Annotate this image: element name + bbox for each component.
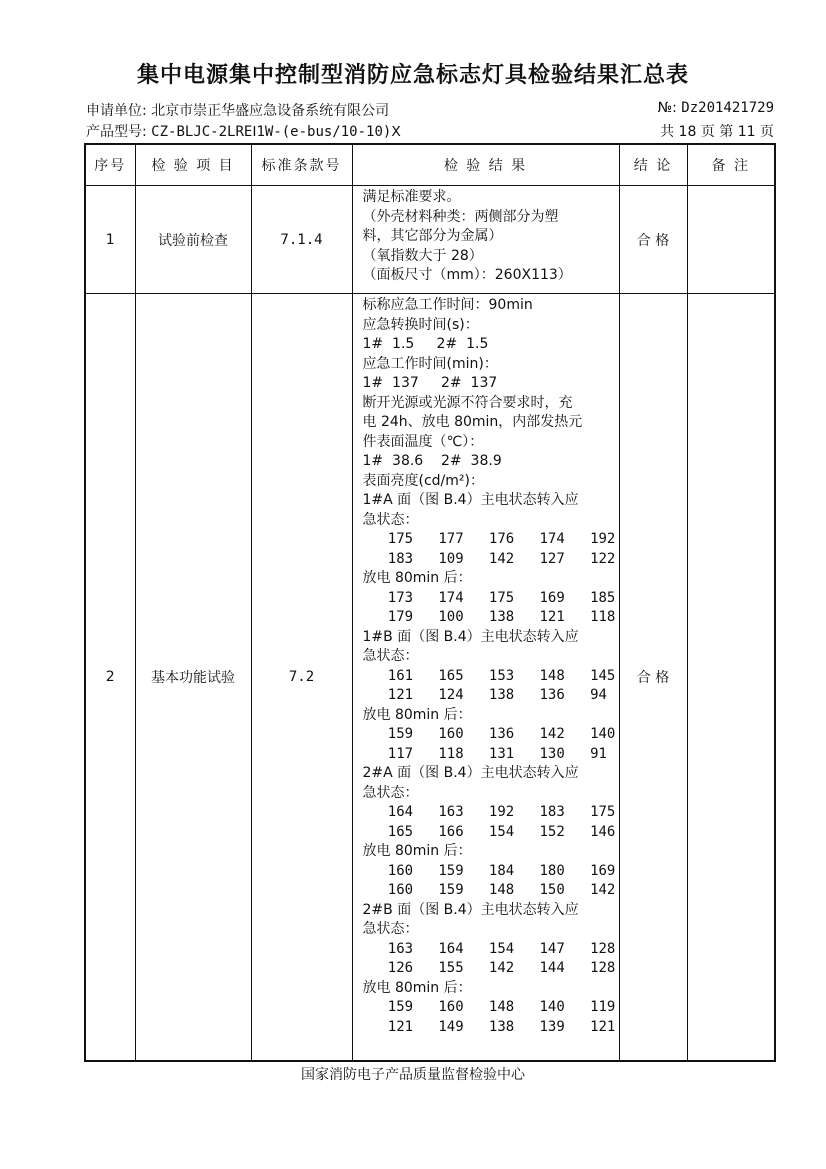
result-line: 放电 80min 后： <box>362 570 472 586</box>
result-line: 1# 38.6 2# 38.9 <box>362 453 502 469</box>
result-line: 急状态： <box>362 921 419 937</box>
table-header-row <box>85 144 775 186</box>
result-line: 1# 137 2# 137 <box>362 375 498 391</box>
cell-clause: 7.1.4 <box>251 186 352 294</box>
cell-no: 2 <box>85 294 135 1061</box>
applicant-label: 申请单位: <box>86 103 147 119</box>
cell-remark <box>687 294 775 1061</box>
footer-organization: 国家消防电子产品质量监督检验中心 <box>301 1067 525 1083</box>
result-line: 1#B 面（图 B.4）主电状态转入应 <box>362 628 579 645</box>
result-line: 电 24h、放电 80min，内部发热元 <box>362 414 583 430</box>
table-row <box>85 186 775 294</box>
result-line: 160 159 184 180 169 <box>362 862 616 879</box>
result-line: 断开光源或光源不符合要求时，充 <box>362 394 573 411</box>
results-table <box>84 143 776 1062</box>
cell-conclusion: 合 格 <box>619 294 687 1061</box>
result-line: 159 160 136 142 140 <box>362 726 616 742</box>
result-line: 2#B 面（图 B.4）主电状态转入应 <box>362 901 579 918</box>
result-line: （外壳材料种类：两侧部分为塑 <box>362 208 559 225</box>
header-result: 检 验 结 果 <box>352 144 619 186</box>
result-line: 173 174 175 169 185 <box>362 589 616 606</box>
header-item: 检 验 项 目 <box>135 144 251 186</box>
page-count: 共 18 页 第 11 页 <box>660 124 774 140</box>
cell-clause: 7.2 <box>251 294 352 1061</box>
model-value: CZ-BLJC-2LREⅠ1W-(e-bus/10-10)Ⅹ <box>151 124 401 140</box>
cell-conclusion: 合 格 <box>619 186 687 294</box>
result-line: 标称应急工作时间：90min <box>362 297 533 313</box>
result-lines <box>363 296 619 1037</box>
result-line: （面板尺寸（mm）：260X113） <box>362 267 572 283</box>
cell-no: 1 <box>85 186 135 294</box>
model-label: 产品型号: <box>86 124 147 140</box>
result-line: 应急工作时间(min)： <box>362 355 498 372</box>
result-line: 165 166 154 152 146 <box>362 823 616 840</box>
report-number-line <box>658 100 774 116</box>
result-line: 126 155 142 144 128 <box>362 960 616 976</box>
result-line: 件表面温度（℃）： <box>362 433 484 450</box>
cell-item: 基本功能试验 <box>135 294 251 1061</box>
cell-remark <box>687 186 775 294</box>
result-line: 满足标准要求。 <box>362 189 461 205</box>
model-line <box>86 121 401 141</box>
result-line: 急状态： <box>362 511 419 528</box>
cell-result <box>352 294 619 1061</box>
result-line: 急状态： <box>362 784 419 801</box>
result-line: 表面亮度(cd/m²)： <box>362 472 484 489</box>
result-line: 160 159 148 150 142 <box>362 882 616 898</box>
result-line: 164 163 192 183 175 <box>362 804 616 820</box>
result-line: 2#A 面（图 B.4）主电状态转入应 <box>362 765 579 781</box>
report-no-value: Dz201421729 <box>681 100 774 116</box>
result-line: 121 149 138 139 121 <box>362 1018 616 1035</box>
result-line: 121 124 138 136 94 <box>362 687 607 703</box>
document-title: 集中电源集中控制型消防应急标志灯具检验结果汇总表 <box>136 63 689 88</box>
header-clause: 标准条款号 <box>251 144 352 186</box>
header-conclusion: 结 论 <box>619 144 687 186</box>
header-no: 序号 <box>85 144 135 186</box>
result-line: 急状态： <box>362 648 419 664</box>
result-line: 应急转换时间(s)： <box>362 316 479 333</box>
result-line: 179 100 138 121 118 <box>362 609 616 625</box>
result-line: （氧指数大于 28） <box>362 247 483 264</box>
result-line: 117 118 131 130 91 <box>362 745 607 762</box>
result-line: 放电 80min 后： <box>362 979 472 996</box>
result-line: 放电 80min 后： <box>362 843 472 859</box>
result-line: 1#A 面（图 B.4）主电状态转入应 <box>362 492 579 508</box>
result-line: 1# 1.5 2# 1.5 <box>362 336 489 352</box>
result-line: 料，其它部分为金属） <box>362 228 503 244</box>
result-line: 183 109 142 127 122 <box>362 550 616 567</box>
result-line: 163 164 154 147 128 <box>362 940 616 957</box>
result-line: 161 165 153 148 145 <box>362 667 616 684</box>
cell-item: 试验前检查 <box>135 186 251 294</box>
report-no-label: №: <box>657 100 677 116</box>
table-row <box>85 294 775 1061</box>
applicant-value: 北京市崇正华盛应急设备系统有限公司 <box>151 103 390 119</box>
cell-result <box>352 186 619 294</box>
result-line: 159 160 148 140 119 <box>362 999 616 1015</box>
result-lines <box>363 188 619 286</box>
result-line: 175 177 176 174 192 <box>362 531 616 547</box>
header-remark: 备 注 <box>687 144 775 186</box>
applicant-line <box>86 100 389 120</box>
result-line: 放电 80min 后： <box>362 706 472 723</box>
